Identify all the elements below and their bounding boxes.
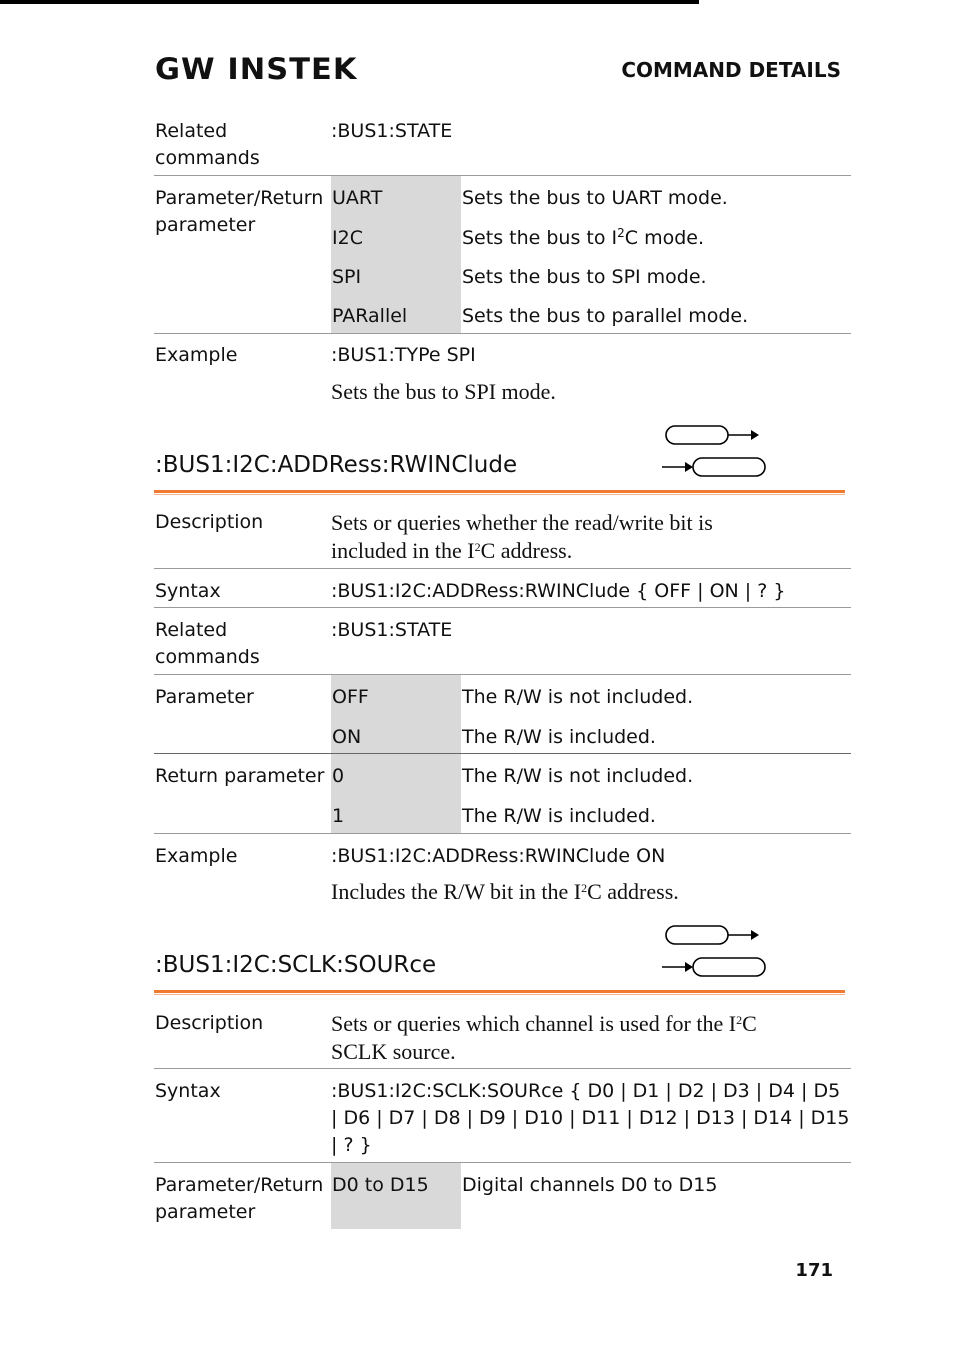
- param-name: D0 to D15: [332, 1174, 429, 1196]
- param-desc: Sets the bus to parallel mode.: [462, 305, 749, 327]
- parameter-label: Parameter: [155, 686, 254, 708]
- param-desc: Sets the bus to UART mode.: [462, 187, 728, 209]
- param-desc: Digital channels D0 to D15: [462, 1174, 718, 1196]
- header-rule-thin: [0, 3, 699, 4]
- description-label: Description: [155, 511, 264, 533]
- gw-instek-logo: GW INSTEK: [155, 52, 358, 86]
- return-desc: The R/W is not included.: [462, 765, 694, 787]
- return-name: 1: [332, 805, 345, 827]
- table-divider: [154, 674, 851, 675]
- example-description: Sets the bus to SPI mode.: [331, 379, 556, 404]
- description-line: included in the $I^2C$ address.: [331, 538, 573, 563]
- param-name: PARallel: [332, 305, 408, 327]
- set-query-icon: [660, 423, 770, 481]
- param-return-label: Parameter/Return parameter: [155, 187, 324, 236]
- table-divider: [154, 175, 851, 176]
- syntax-label: Syntax: [155, 580, 221, 602]
- syntax-line: | ? }: [331, 1134, 372, 1156]
- example-label: Example: [155, 344, 238, 366]
- section-rule-thin: [154, 494, 845, 495]
- param-return-label: Parameter/Return parameter: [155, 1174, 324, 1223]
- syntax-label: Syntax: [155, 1080, 221, 1102]
- return-desc: The R/W is included.: [462, 805, 656, 827]
- example-command: :BUS1:TYPe SPI: [331, 344, 476, 366]
- section-rule: [154, 490, 845, 493]
- related-commands-value: :BUS1:STATE: [331, 120, 453, 142]
- table-divider: [154, 1068, 851, 1069]
- related-commands-label: Related commands: [155, 619, 260, 668]
- description-line: SCLK source.: [331, 1039, 456, 1064]
- related-commands-label: Related commands: [155, 120, 260, 169]
- syntax-value: :BUS1:I2C:ADDRess:RWINClude { OFF | ON | ? }: [331, 580, 786, 602]
- section-rule-thin: [154, 994, 845, 995]
- param-desc: Sets the bus to SPI mode.: [462, 266, 707, 288]
- related-commands-value: :BUS1:STATE: [331, 619, 453, 641]
- param-desc: The R/W is not included.: [462, 686, 694, 708]
- page-header-title: COMMAND DETAILS: [621, 58, 841, 82]
- section-title: :BUS1:I2C:ADDRess:RWINClude: [155, 452, 518, 478]
- description-label: Description: [155, 1012, 264, 1034]
- param-name: SPI: [332, 266, 362, 288]
- param-desc: The R/W is included.: [462, 726, 656, 748]
- param-name: OFF: [332, 686, 369, 708]
- set-query-icon: [660, 923, 770, 981]
- param-name: I2C: [332, 227, 363, 249]
- table-divider: [154, 568, 851, 569]
- example-description: Includes the R/W bit in the $I^2C$ address.: [331, 879, 679, 904]
- table-divider: [154, 333, 851, 334]
- return-name: 0: [332, 765, 345, 787]
- description-line: Sets or queries which channel is used for the $I^2C$: [331, 1011, 757, 1036]
- table-divider: [154, 753, 851, 754]
- table-divider: [154, 607, 851, 608]
- param-name: UART: [332, 187, 383, 209]
- description-line: Sets or queries whether the read/write bit is: [331, 510, 713, 535]
- table-divider: [154, 1162, 851, 1163]
- syntax-line: | D6 | D7 | D8 | D9 | D10 | D11 | D12 | D13 | D14 | D15: [331, 1107, 850, 1129]
- return-parameter-label: Return parameter: [155, 765, 325, 787]
- section-rule: [154, 990, 845, 993]
- page-number: 171: [795, 1260, 833, 1281]
- table-divider: [154, 833, 851, 834]
- section-title: :BUS1:I2C:SCLK:SOURce: [155, 952, 437, 978]
- example-command: :BUS1:I2C:ADDRess:RWINClude ON: [331, 845, 666, 867]
- param-desc: Sets the bus to $I^2C$ mode.: [462, 226, 704, 249]
- param-name: ON: [332, 726, 362, 748]
- example-label: Example: [155, 845, 238, 867]
- syntax-line: :BUS1:I2C:SCLK:SOURce { D0 | D1 | D2 | D3 | D4 | D5: [331, 1080, 841, 1102]
